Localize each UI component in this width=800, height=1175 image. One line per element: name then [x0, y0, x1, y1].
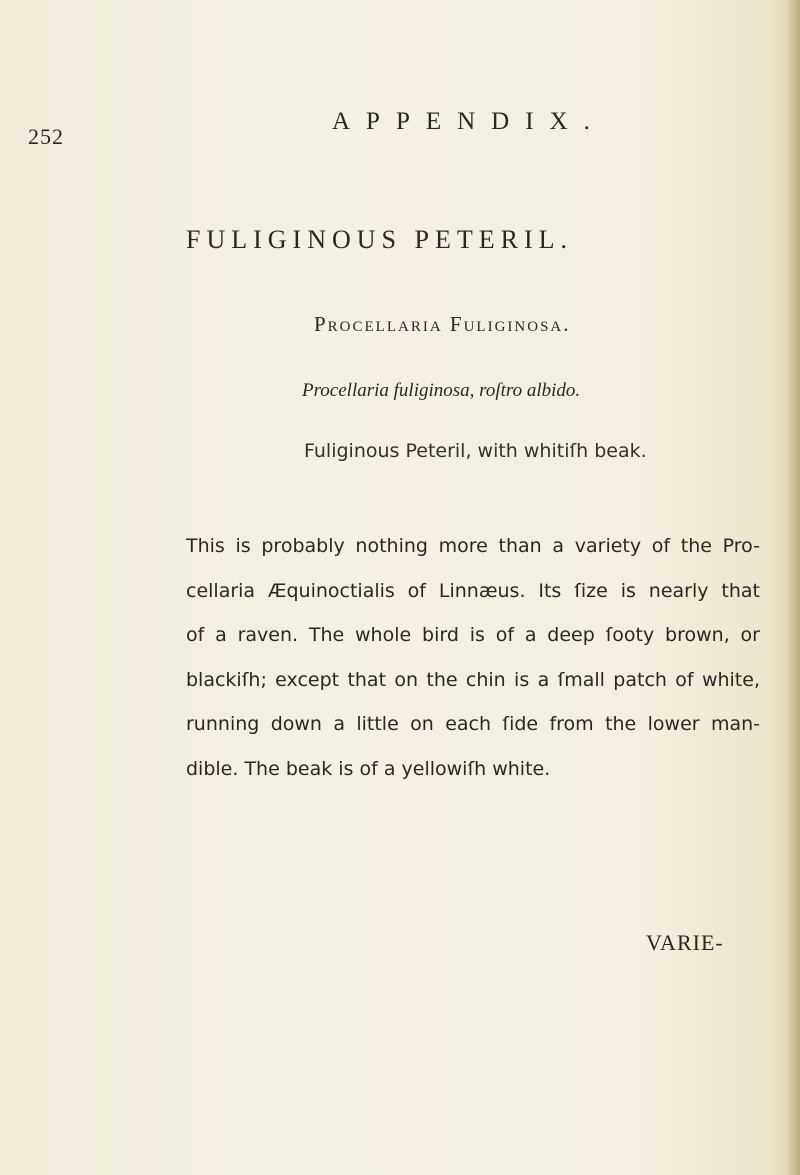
body-paragraph	[186, 524, 760, 792]
common-description: Fuliginous Peteril, with whitiſh beak.	[304, 440, 647, 462]
body-line: of a raven. The whole bird is of a deep ſooty brown, or	[186, 624, 760, 647]
body-line: This is probably nothing more than a variety of the Pro-	[186, 535, 760, 557]
catchword: VARIE-	[646, 930, 724, 955]
page-number: 252	[28, 124, 64, 149]
body-line: cellaria Æquinoctialis of Linnæus. Its ſize is nearly that	[186, 579, 760, 602]
section-title: FULIGINOUS PETERIL.	[186, 225, 573, 254]
page-edge-shadow	[786, 0, 800, 1175]
section-subtitle: Procellaria Fuliginosa.	[314, 312, 571, 336]
running-head: APPENDIX.	[332, 108, 606, 135]
latin-description: Procellaria fuliginosa, roſtro albido.	[302, 380, 581, 401]
body-line: dible. The beak is of a yellowiſh white.	[186, 757, 551, 780]
body-line: blackiſh; except that on the chin is a ſmall patch of white,	[186, 668, 760, 691]
body-line: running down a little on each ſide from the lower man-	[186, 713, 760, 736]
